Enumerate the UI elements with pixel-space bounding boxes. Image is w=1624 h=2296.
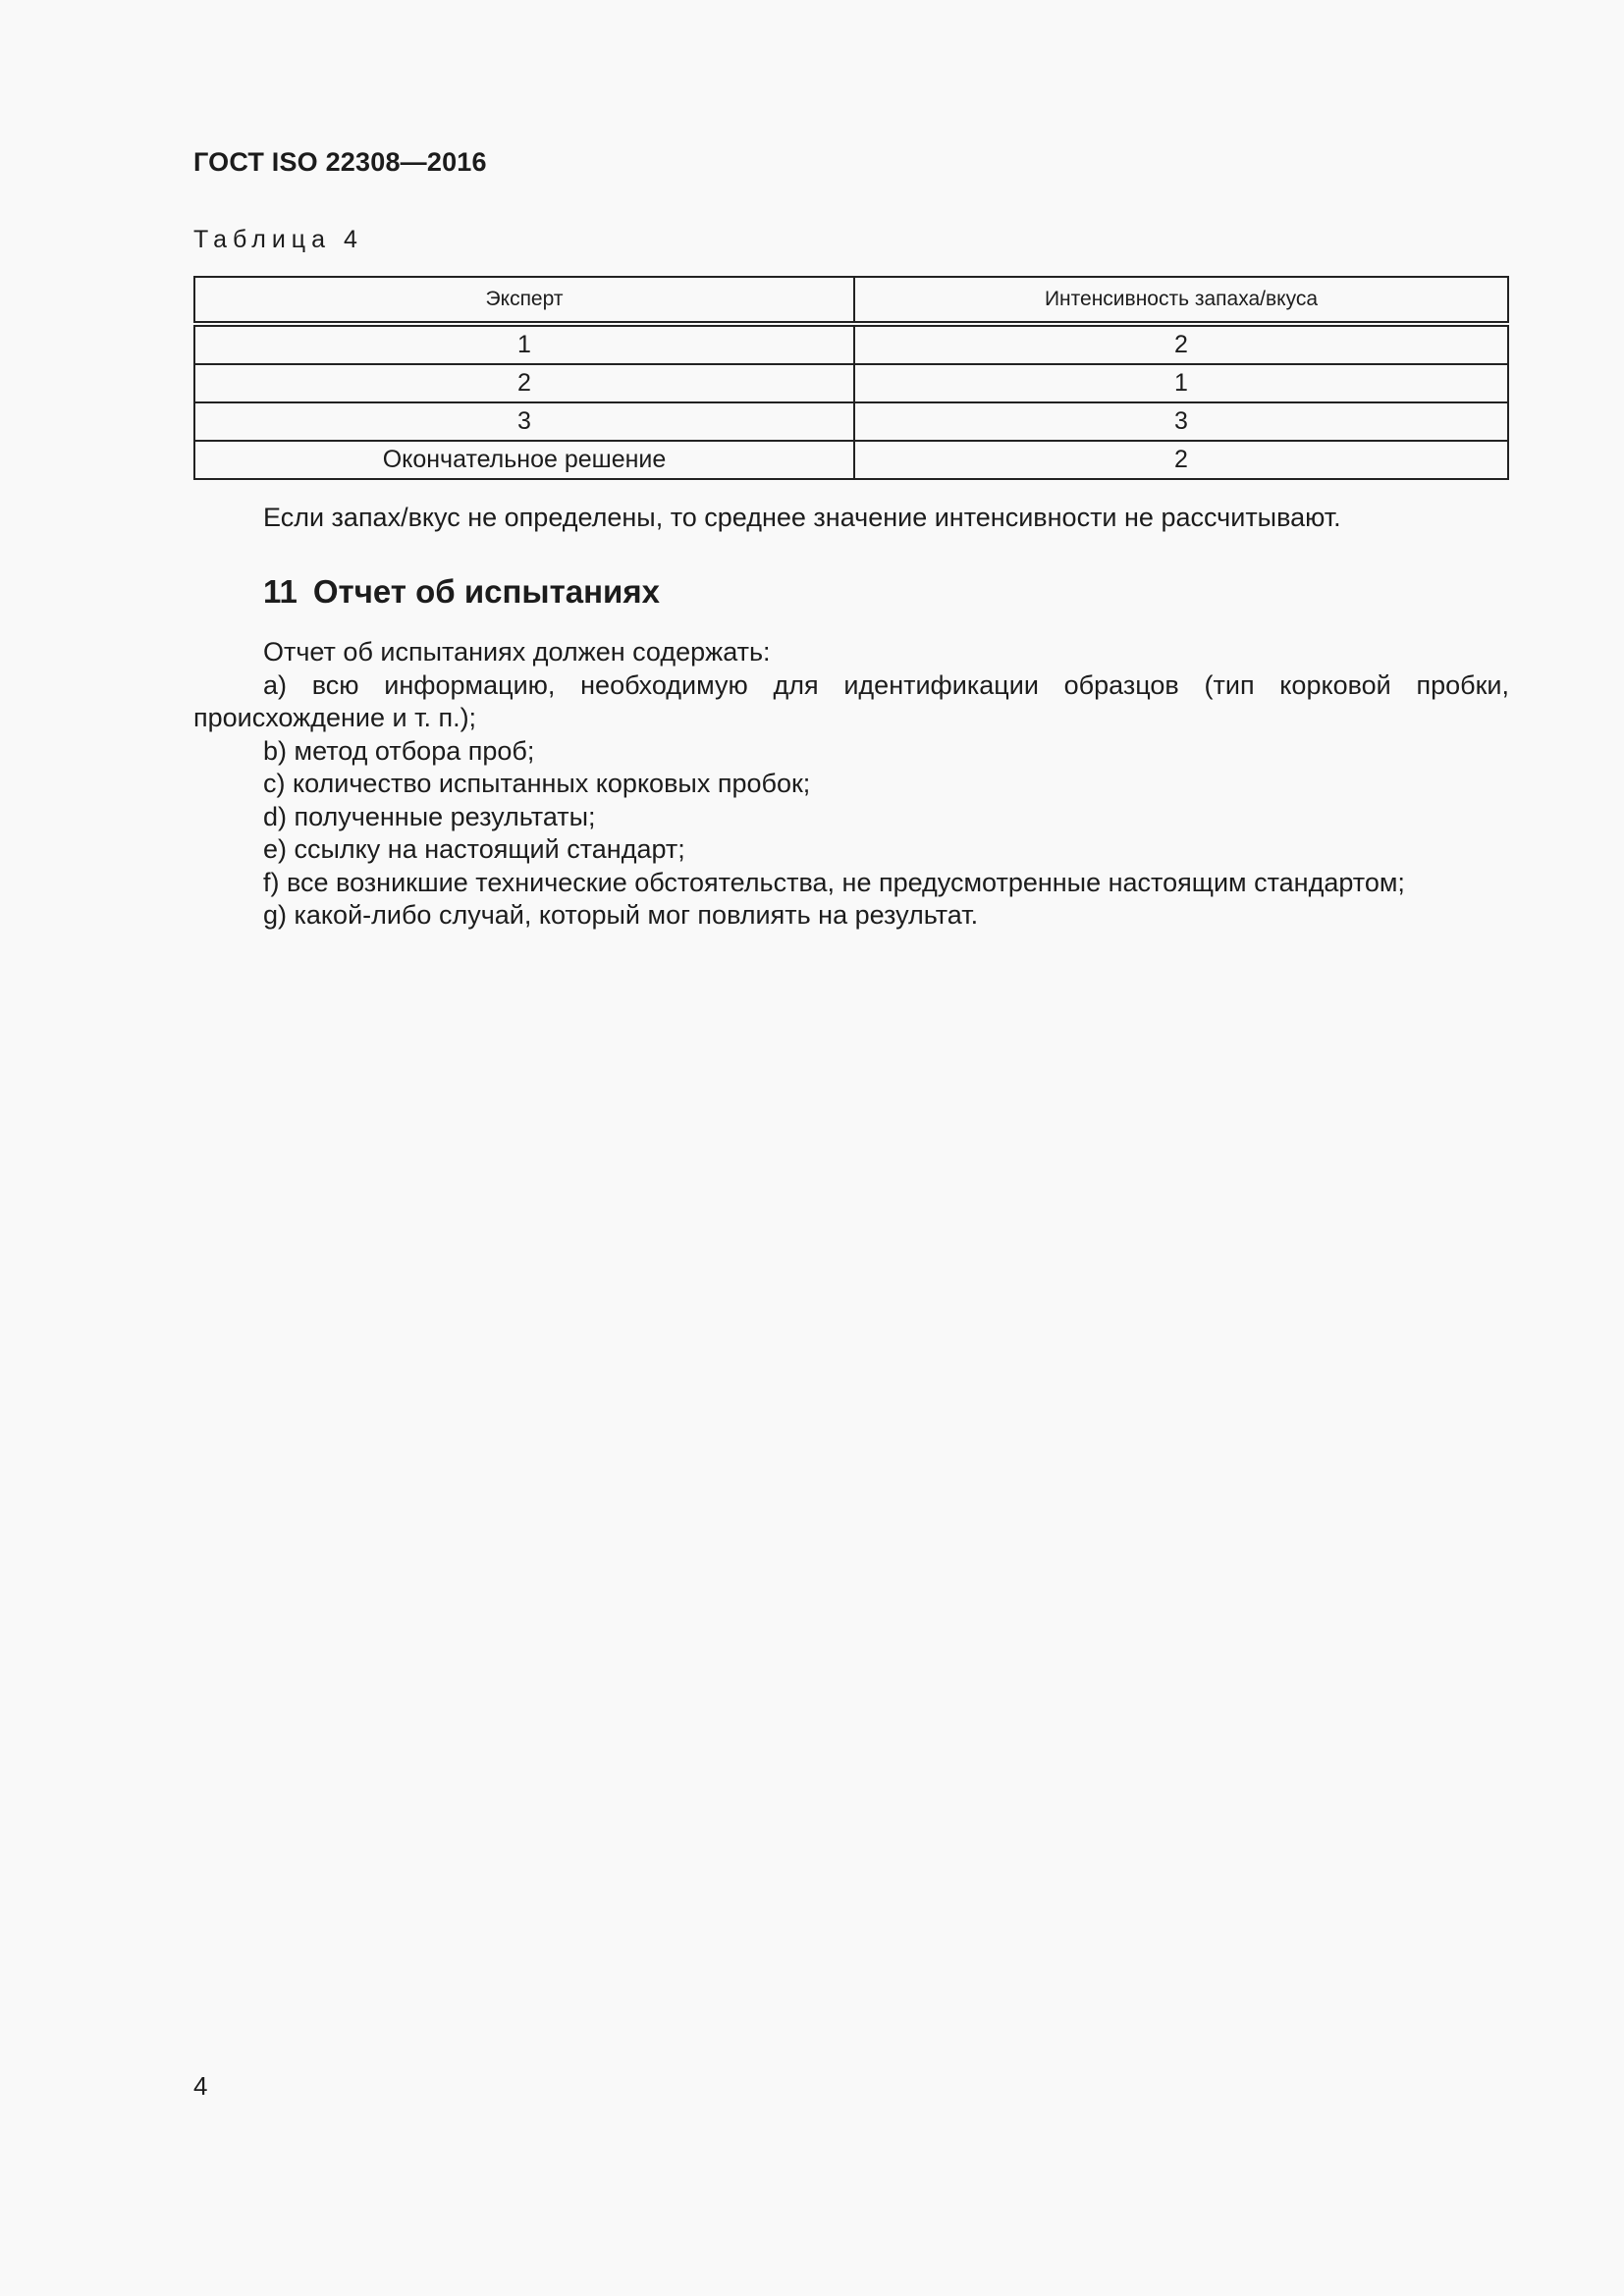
- table-cell: Окончательное решение: [194, 441, 854, 479]
- list-item: e) ссылку на настоящий стандарт;: [263, 834, 685, 864]
- table-row: [194, 402, 1508, 441]
- section-number: 11: [263, 573, 298, 610]
- table-header-row: [194, 277, 1508, 324]
- section-title: Отчет об испытаниях: [312, 573, 660, 610]
- table-cell: 2: [854, 324, 1508, 364]
- table-note: Если запах/вкус не определены, то среднее значение интенсивности не рассчитывают.: [263, 503, 1341, 532]
- table-caption: Таблица 4: [193, 226, 363, 253]
- table-row: [194, 441, 1508, 479]
- table-cell: 1: [854, 364, 1508, 402]
- column-header-intensity: Интенсивность запаха/вкуса: [854, 277, 1508, 324]
- table-row: [194, 364, 1508, 402]
- section-heading: [263, 573, 660, 611]
- list-item: a) всю информацию, необходимую для идентификации образцов (тип корковой пробки, происхождение и т. п.);: [193, 669, 1509, 732]
- list-item: g) какой-либо случай, который мог повлиять на результат.: [263, 900, 979, 930]
- table-row: [194, 324, 1508, 364]
- list-item: d) полученные результаты;: [263, 801, 596, 831]
- table-cell: 2: [194, 364, 854, 402]
- list-item: b) метод отбора проб;: [263, 735, 535, 766]
- table-cell: 3: [854, 402, 1508, 441]
- list-item: c) количество испытанных корковых пробок;: [263, 769, 811, 798]
- section-body: [193, 636, 1509, 933]
- page-number: 4: [193, 2071, 208, 2101]
- table-cell: 1: [194, 324, 854, 364]
- results-table: [193, 276, 1509, 480]
- list-item: f) все возникшие технические обстоятельства, не предусмотренные настоящим стандартом;: [263, 867, 1405, 897]
- section-intro: Отчет об испытаниях должен содержать:: [263, 637, 771, 667]
- table-cell: 2: [854, 441, 1508, 479]
- table-cell: 3: [194, 402, 854, 441]
- column-header-expert: Эксперт: [194, 277, 854, 324]
- document-code: ГОСТ ISO 22308—2016: [193, 147, 487, 177]
